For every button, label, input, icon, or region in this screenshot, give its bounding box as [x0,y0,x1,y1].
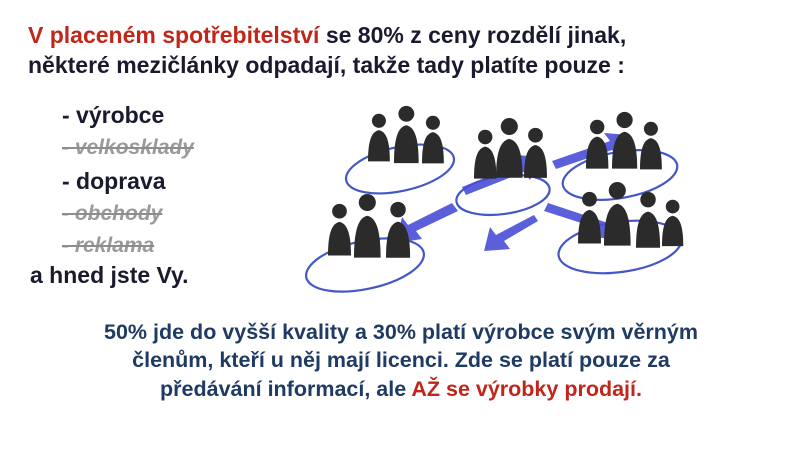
bottom-line-3-emphasis: AŽ se výrobky prodají. [411,376,642,401]
list-item: - doprava [62,168,166,195]
intro-line-2: některé mezičlánky odpadají, takže tady platíte pouze : [28,52,625,79]
bottom-line-2: členům, kteří u něj mají licenci. Zde se platí pouze za [132,348,670,373]
intro-line-1 [28,22,748,49]
bottom-line-3-pre: předávání informací, ale [160,376,412,401]
intro-line-1-rest: se 80% z ceny rozdělí jinak, [325,22,627,48]
intro-paragraph [28,22,748,79]
bottom-line-1: 50% jde do vyšší kvality a 30% platí výrobce svým věrným [104,320,698,344]
intro-highlight: V placeném spotřebitelství [28,22,320,48]
closing-line: a hned jste Vy. [30,262,189,288]
bottom-paragraph [30,318,772,403]
list-item: - výrobce [62,102,165,128]
bottom-line-3 [30,375,772,403]
network-illustration [290,95,710,310]
list-item: - obchody [62,202,163,226]
list-item: - velkosklady [62,136,194,160]
list-item: - reklama [62,234,155,258]
